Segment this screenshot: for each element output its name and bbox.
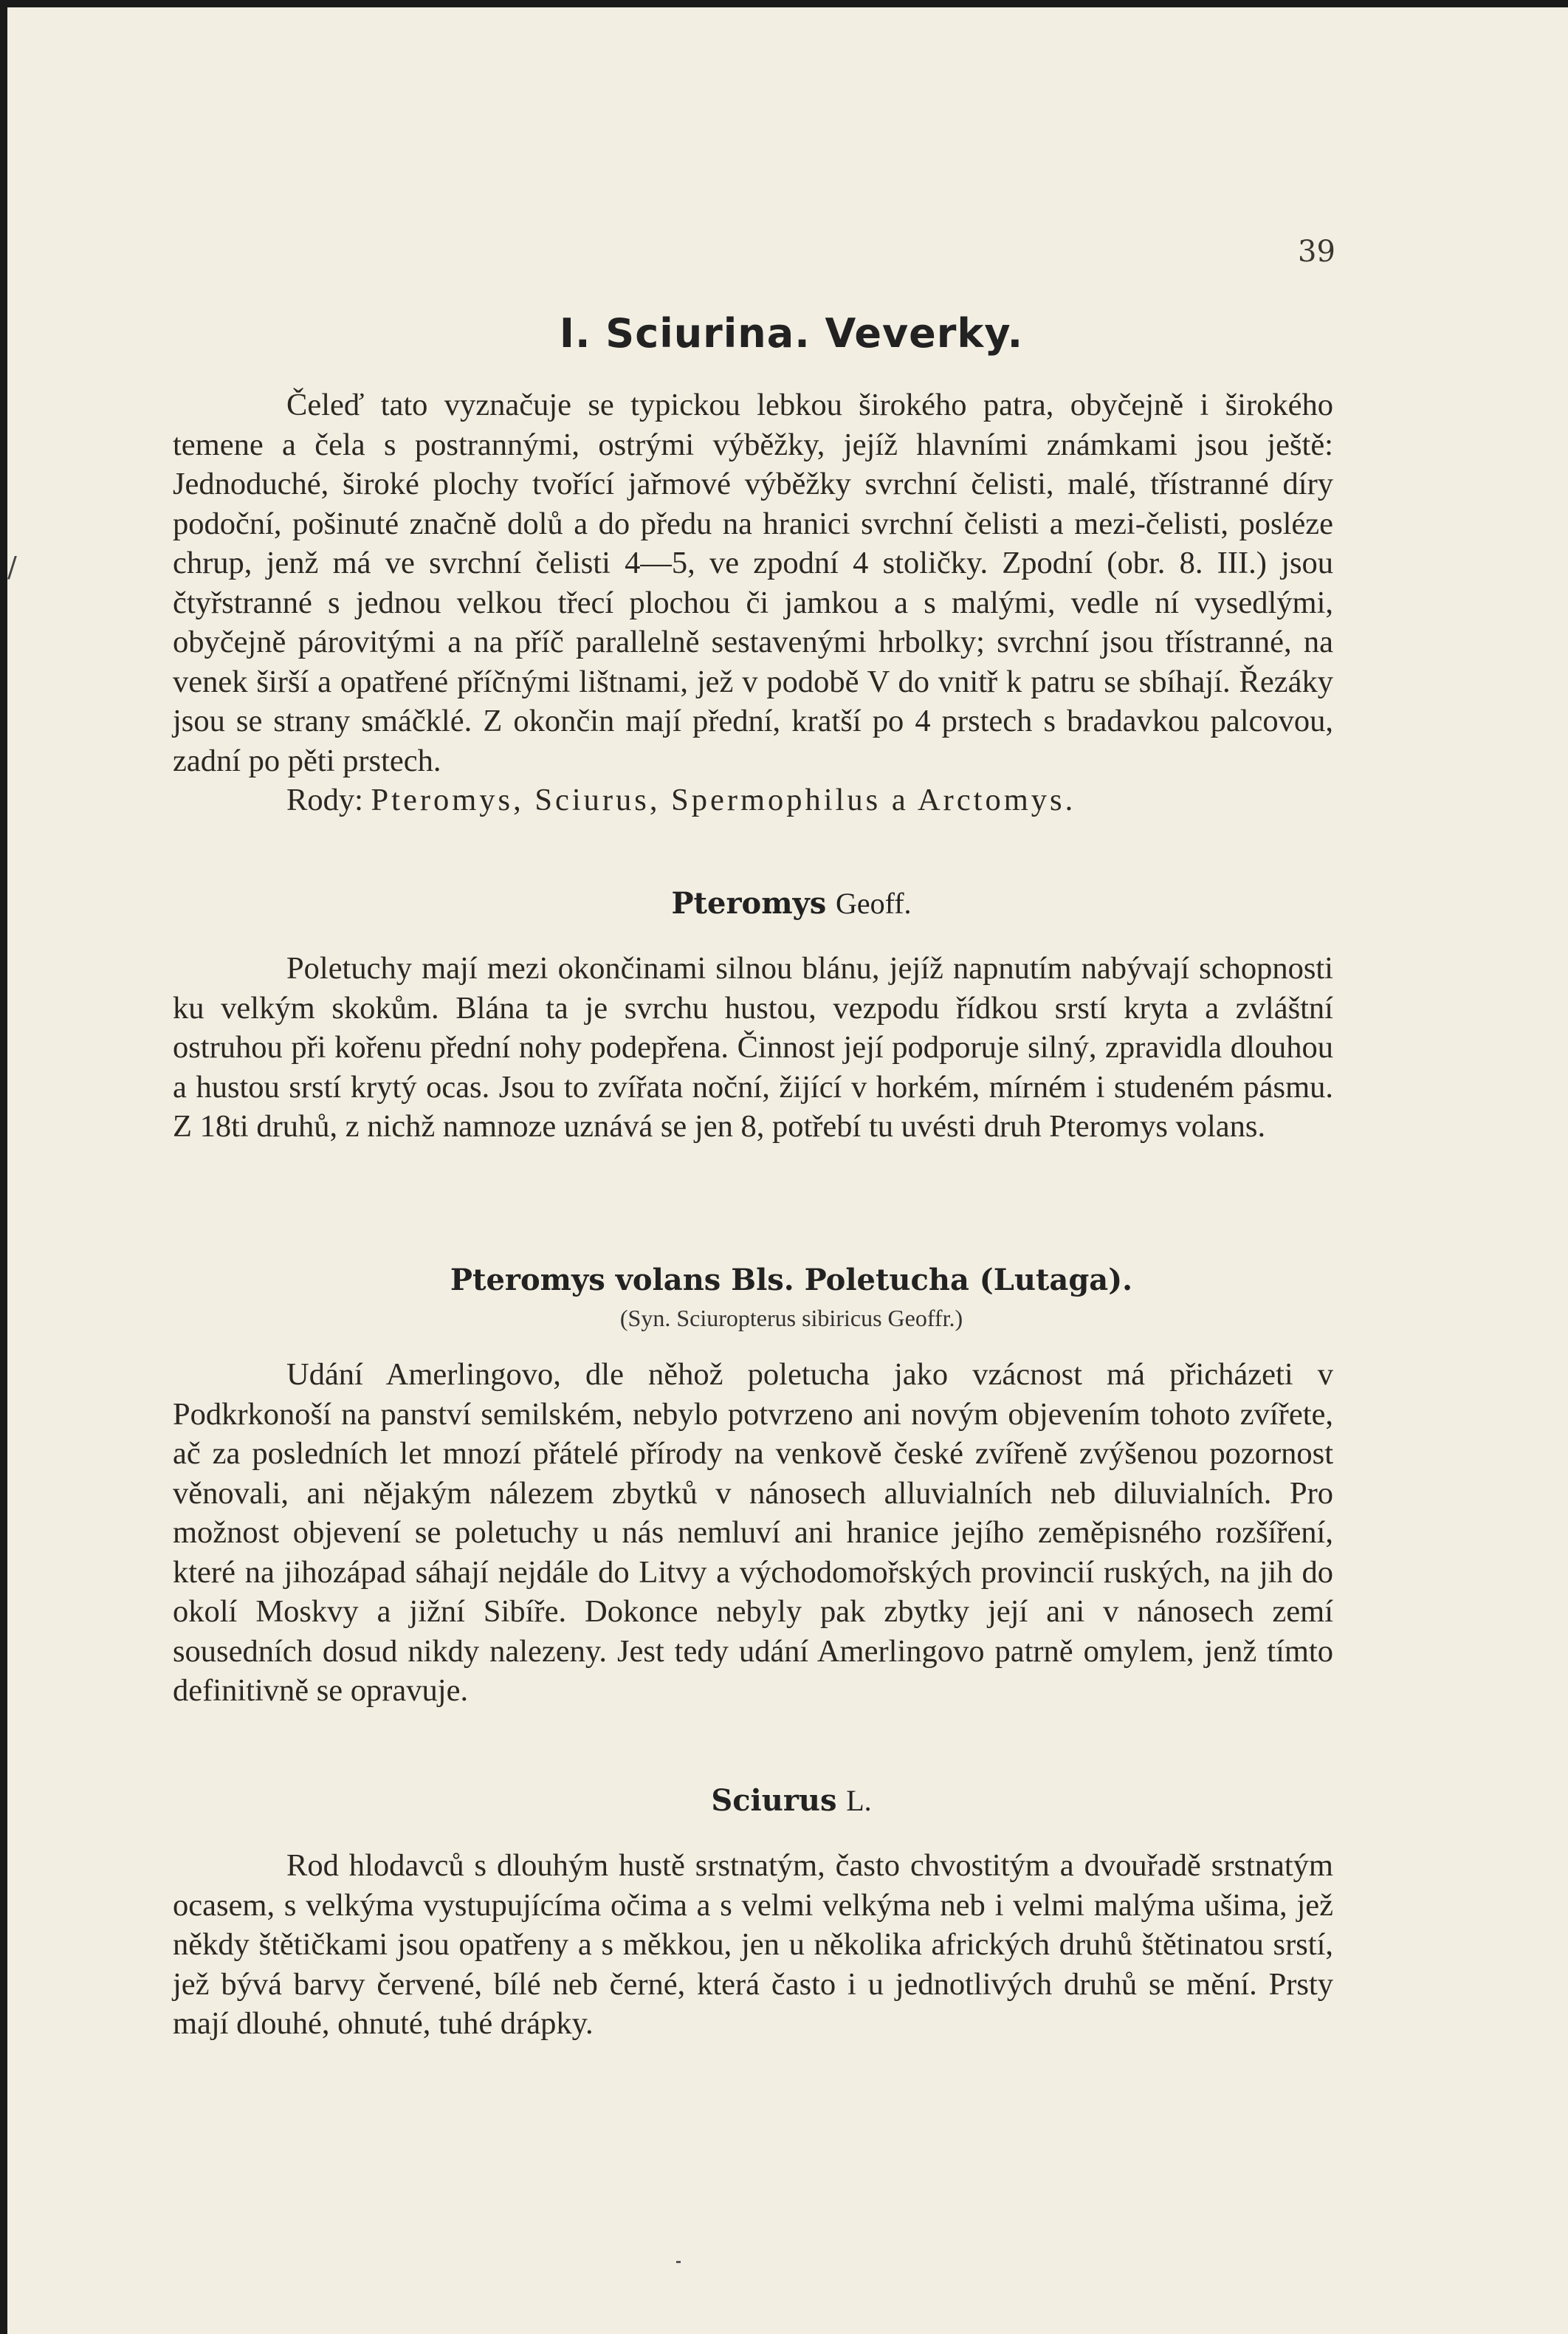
margin-mark: /	[7, 551, 17, 583]
pteromys-section	[173, 949, 1333, 1147]
genera-label: Rody:	[286, 783, 363, 817]
page-title: I. Sciurina. Veverky.	[559, 310, 1024, 357]
volans-heading-text: Pteromys volans Bls. Poletucha (Lutaga).	[450, 1263, 1133, 1297]
pteromys-author: Geoff.	[836, 887, 912, 920]
sciurus-genus-name: Sciurus	[711, 1783, 837, 1818]
volans-section	[173, 1355, 1333, 1711]
page-number: 39	[1298, 235, 1335, 269]
print-speck	[676, 2261, 681, 2263]
volans-synonym: (Syn. Sciuropterus sibiricus Geoffr.)	[619, 1305, 963, 1331]
sciurus-heading	[7, 1783, 1568, 1818]
genera-line	[173, 780, 1333, 820]
sciurus-paragraph: Rod hlodavců s dlouhým hustě srstnatým, často chvostitým a dvouřadě srstnatým ocasem, s velkýma vystupujícíma očima a s velmi velkýma neb i velmi malýma ušima, jež někdy štětičkami jsou opatřeny a s měkkou, jen u několika afrických druhů štětinatou srstí, jež bývá barvy červené, bílé neb černé, která často i u jednotlivých druhů se mění. Prsty mají dlouhé, ohnuté, tuhé drápky.	[173, 1848, 1333, 2041]
pteromys-heading	[7, 886, 1568, 921]
pteromys-genus-name: Pteromys	[671, 886, 827, 921]
sciurus-section	[173, 1846, 1333, 2044]
genera-list: Pteromys, Sciurus, Spermophilus a Arctomys.	[371, 783, 1076, 817]
volans-heading	[7, 1263, 1568, 1297]
intro-section	[173, 385, 1333, 820]
intro-paragraph: Čeleď tato vyznačuje se typickou lebkou širokého patra, obyčejně i širokého temene a čela s postrannými, ostrými výběžky, jejíž hlavními známkami jsou ještě: Jednoduché, široké plochy tvořící jařmové výběžky svrchní čelisti, malé, třístranné díry podoční, pošinuté značně dolů a do předu na hranici svrchní čelisti a mezi-čelisti, posléze chrup, jenž má ve svrchní čelisti 4—5, ve zpodní 4 stoličky. Zpodní (obr. 8. III.) jsou čtyřstranné s jednou velkou třecí plochou či jamkou a s malými, vedle ní vysedlými, obyčejně párovitými a na příč parallelně sestavenými hrbolky; svrchní jsou třístranné, na venek širší a opatřené příčnými lištnami, jež v podobě V do vnitř k patru se sbíhají. Řezáky jsou se strany smáčklé. Z okončin mají přední, kratší po 4 prstech s bradavkou palcovou, zadní po pěti prstech.	[173, 388, 1333, 778]
sciurus-author: L.	[846, 1784, 872, 1817]
pteromys-paragraph: Poletuchy mají mezi okončinami silnou blánu, jejíž napnutím nabývají schopnosti ku velkým skokům. Blána ta je svrchu hustou, vezpodu řídkou srstí kryta a zvláštní ostruhou při kořenu přední nohy podepřena. Činnost její podporuje silný, zpravidla dlouhou a hustou srstí krytý ocas. Jsou to zvířata noční, žijící v horkém, mírném i studeném pásmu. Z 18ti druhů, z nichž namnoze uznává se jen 8, potřebí tu uvésti druh Pteromys volans.	[173, 951, 1333, 1144]
volans-paragraph: Udání Amerlingovo, dle něhož poletucha jako vzácnost má přicházeti v Podkrkonoší na panství semilském, nebylo potvrzeno ani novým objevením tohoto zvířete, ač za posledních let mnozí přátelé přírody na venkově české zvířeně zvýšenou pozornost věnovali, ani nějakým nálezem zbytků v nánosech alluvialních neb diluvialních. Pro možnost objevení se poletuchy u nás nemluví ani hranice jejího zeměpisného rozšíření, které na jihozápad sáhají nejdále do Litvy a východomořských provincií ruských, na jih do okolí Moskvy a jižní Sibíře. Dokonce nebyly pak zbytky její ani v nánosech zemí sousedních dosud nikdy nalezeny. Jest tedy udání Amerlingovo patrně omylem, jenž tímto definitivně se opravuje.	[173, 1357, 1333, 1708]
